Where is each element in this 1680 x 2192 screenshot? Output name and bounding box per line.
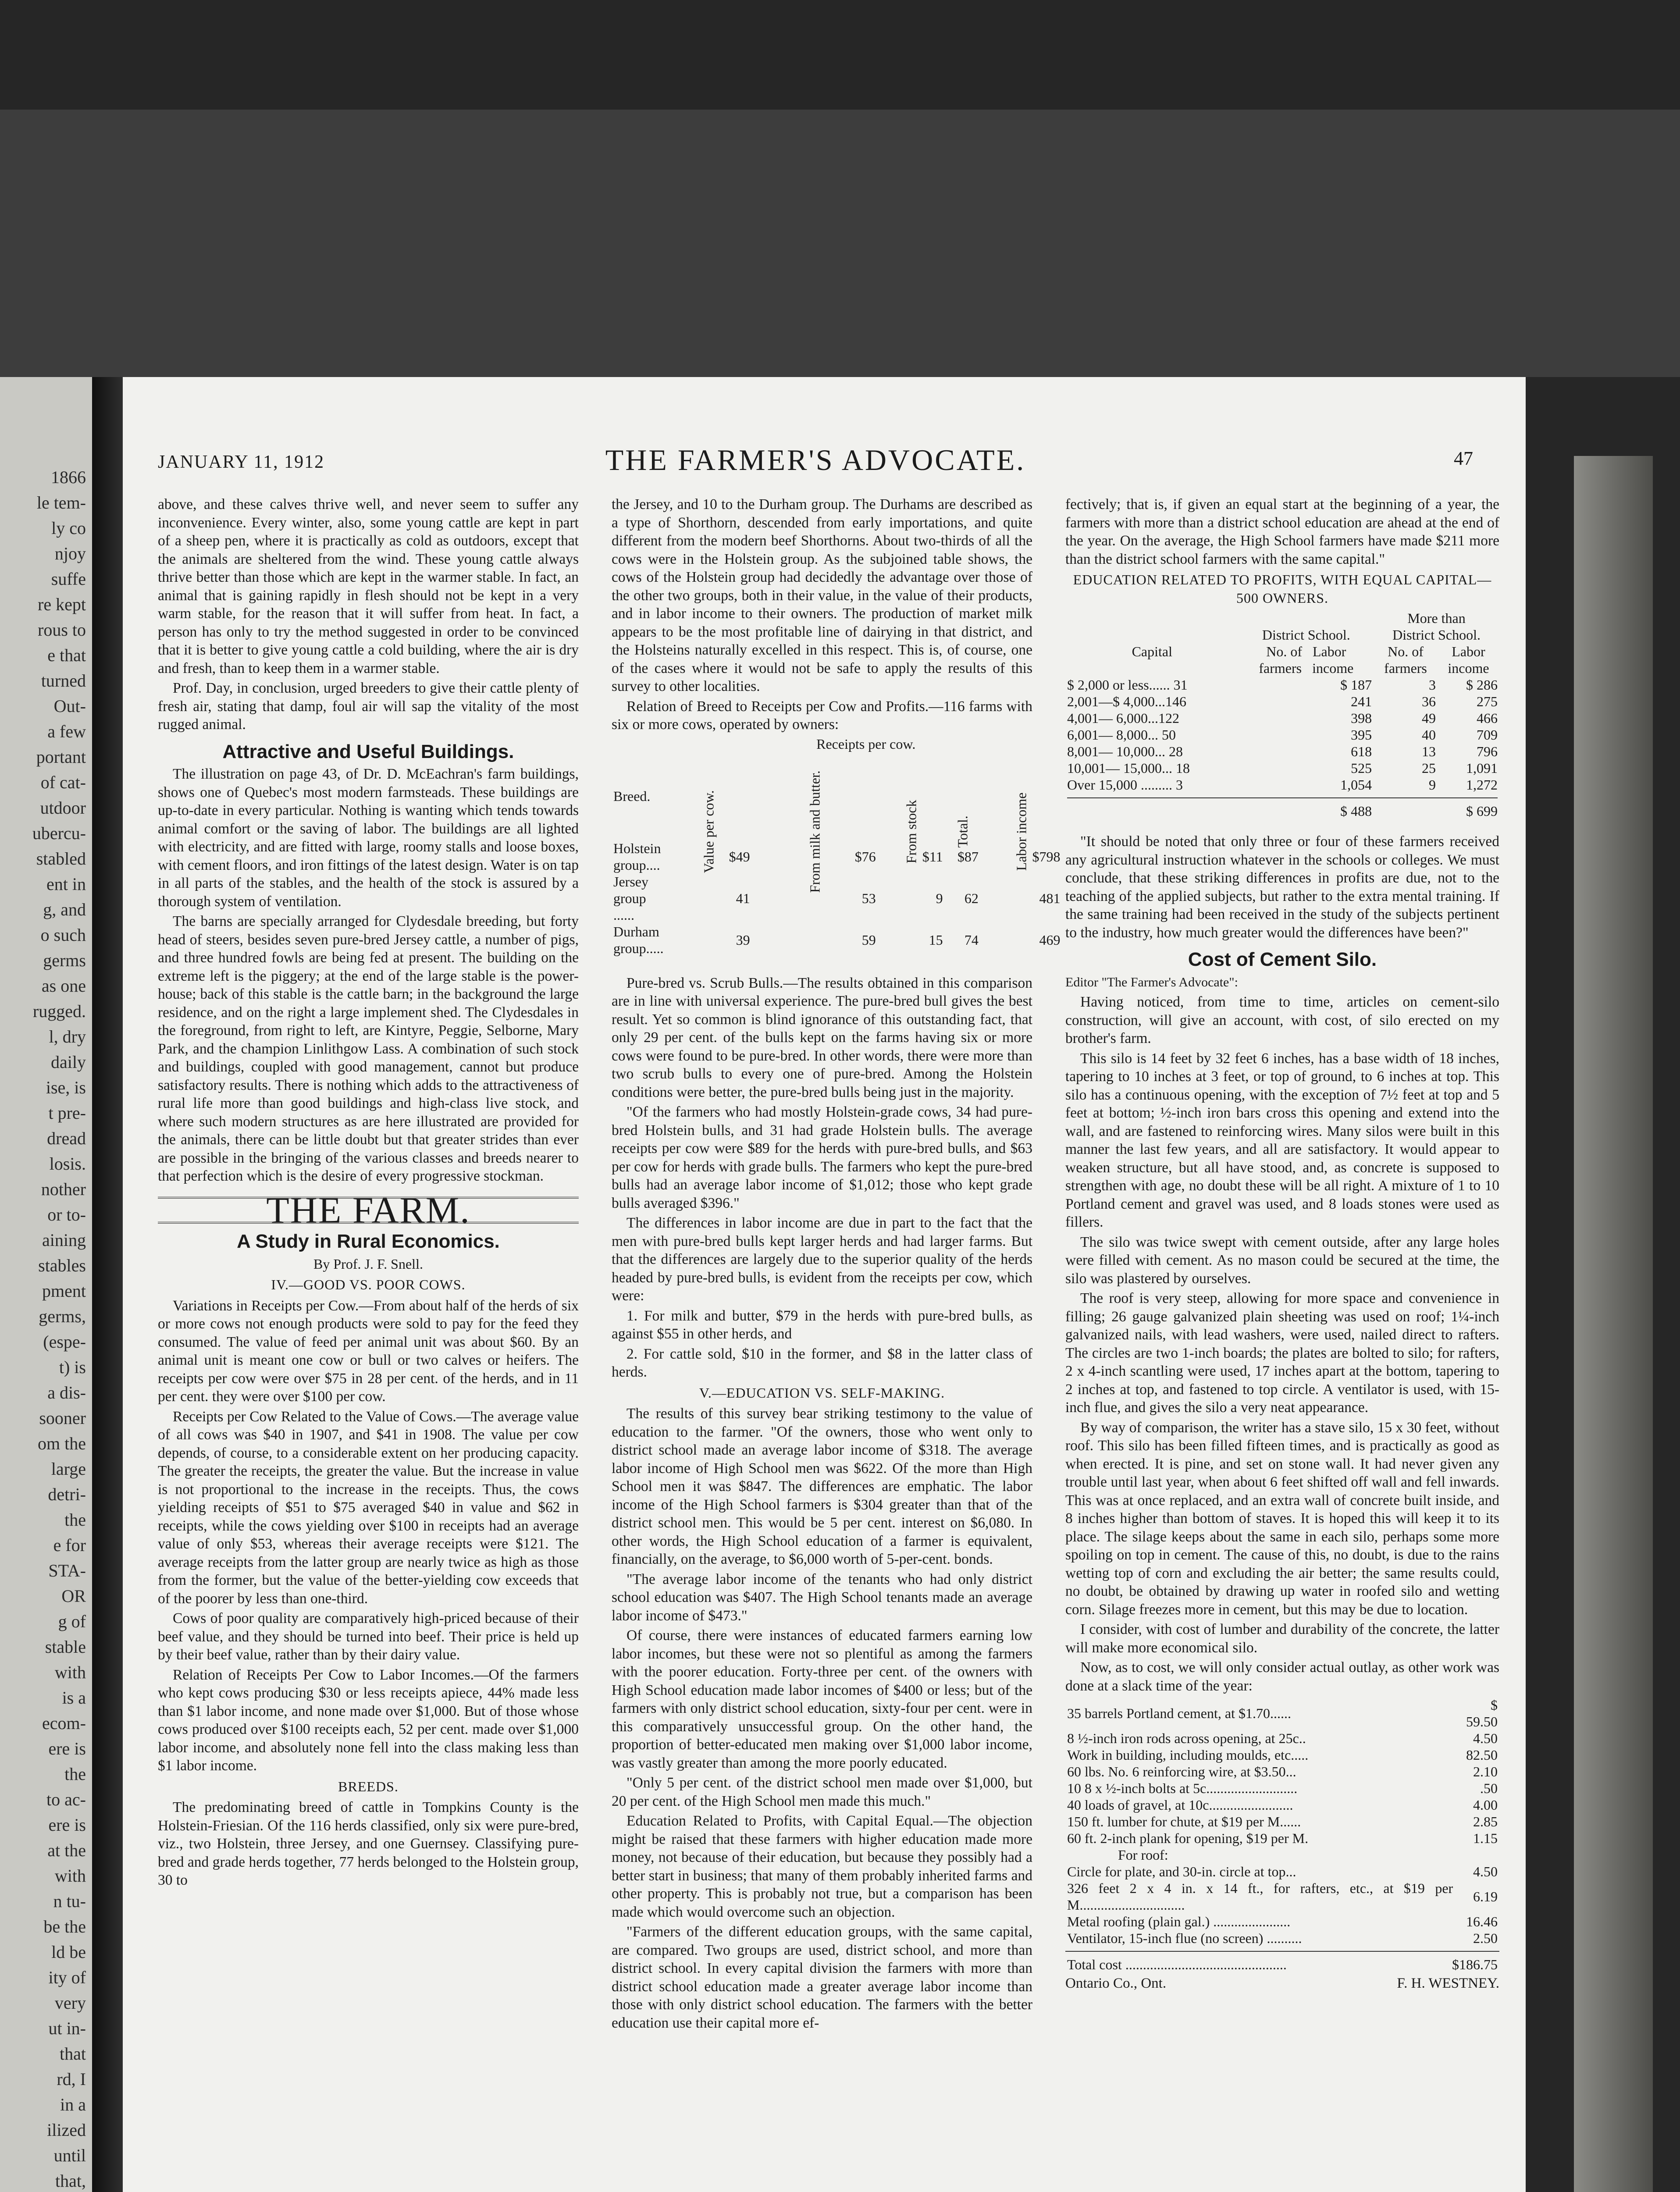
fragment-line: the <box>64 1764 86 1784</box>
table-header: Labor income <box>1013 792 1029 871</box>
table-cell: 4,001— 6,000...122 <box>1067 710 1179 726</box>
table-header: farmers <box>1384 660 1427 676</box>
table-cell: 9 <box>936 890 943 906</box>
article-heading-cement-silo: Cost of Cement Silo. <box>1188 949 1377 970</box>
fragment-line: to ac- <box>46 1790 86 1809</box>
fragment-line: aining <box>42 1230 86 1250</box>
cost-row <box>1065 1880 1499 1913</box>
table-row <box>1065 726 1499 743</box>
paragraph: Having noticed, from time to time, articles on cement-silo construction, will give an account, with cost, of silo erected on my brother's farm. <box>1065 994 1499 1046</box>
fragment-line: of cat- <box>40 772 86 792</box>
signature-block <box>1065 1975 1499 1993</box>
roof-cost-amount: 6.19 <box>1473 1889 1498 1904</box>
fragment-line: n tu- <box>53 1891 86 1911</box>
table-cell: $87 <box>957 848 979 865</box>
fragment-line: as one <box>41 976 86 996</box>
paragraph: I consider, with cost of lumber and durability of the concrete, the latter will make more economical silo. <box>1065 1621 1499 1656</box>
table-total: $ 488 <box>1340 803 1372 819</box>
cost-row <box>1065 1763 1499 1780</box>
next-page-edge <box>1574 456 1653 2192</box>
paragraph: Relation of Breed to Receipts per Cow and Profits.—116 farms with six or more cows, operated by owners: <box>612 698 1032 733</box>
table-cell: 39 <box>736 932 750 948</box>
fragment-line: l, dry <box>49 1027 86 1046</box>
cost-item: 10 8 x ½-inch bolts at 5c.......................... <box>1067 1780 1298 1796</box>
fragment-line: ubercu- <box>32 823 86 843</box>
table-header: District School. <box>1392 627 1481 643</box>
fragment-line: ity of <box>48 1968 86 1987</box>
fragment-line: pment <box>42 1281 86 1301</box>
paragraph: Education Related to Profits, with Capital Equal.—The objection might be raised that these farmers with higher education made more money, not because of their education, but because they possibly had a better start in business; that many of them probably inherited farms and other property. This is probably not true, but a comparison has been made which would overcome such an objection. <box>612 1813 1032 1920</box>
fragment-line: o such <box>40 925 86 945</box>
table-row <box>1065 676 1499 693</box>
fragment-line: stables <box>38 1256 86 1275</box>
fragment-line: losis. <box>49 1154 86 1174</box>
roof-cost-amount: 16.46 <box>1466 1914 1498 1929</box>
table-cell: 62 <box>964 890 979 906</box>
cost-item: 35 barrels Portland cement, at $1.70...... <box>1067 1705 1291 1721</box>
fragment-line: that <box>60 2044 86 2064</box>
table-header: income <box>1448 660 1489 676</box>
table-cell: $49 <box>729 848 750 865</box>
cost-row <box>1065 1913 1499 1930</box>
table-header: From milk and butter. <box>807 770 823 893</box>
table-cell: 796 <box>1477 744 1498 759</box>
fragment-line: ere is <box>48 1815 86 1835</box>
paragraph: The differences in labor income are due in part to the fact that the men with pure-bred bulls kept larger herds and had larger farms. But that the differences are largely due to the superior quality of the herds headed by pure-bred bulls, is evident from the receipts per cow, which were: <box>612 1215 1032 1304</box>
fragment-line: detri- <box>48 1484 86 1504</box>
fragment-line: nother <box>41 1179 86 1199</box>
table-cell: $ 2,000 or less...... 31 <box>1067 677 1188 693</box>
paragraph: The silo was twice swept with cement outside, after any large holes were filled with cement. As no mason could be secured at the time, the silo was plastered by ourselves. <box>1065 1234 1499 1287</box>
table-row <box>1065 776 1499 793</box>
cost-amount: 1.15 <box>1473 1830 1498 1846</box>
paragraph: The results of this survey bear striking testimony to the value of education to the farmer. "Of the owners, those who went only to district school made an average labor income of $318. The average labor income of High School men was $622. Of the more than High School men it was $847. The differences are emphatic. The labor income of the High School farmers is $304 greater than that of the district school men. This would be 5 per cent. interest on $6,080. In other words, the High School education of a farmer is equivalent, financially, on the average, to $6,000 worth of 5-per-cent. bonds. <box>612 1406 1032 1567</box>
cost-item: 40 loads of gravel, at 10c........................ <box>1067 1797 1293 1813</box>
table-cell: 6,001— 8,000... 50 <box>1067 727 1176 743</box>
newspaper-page <box>123 377 1526 2192</box>
table-cell: 466 <box>1477 710 1498 726</box>
table-cell: 15 <box>929 932 943 948</box>
cost-amount: 82.50 <box>1466 1747 1498 1763</box>
byline: By Prof. J. F. Snell. <box>313 1256 423 1272</box>
table-cell: 275 <box>1477 694 1498 709</box>
table-header: No. of <box>1388 644 1424 659</box>
table-cell: 41 <box>736 890 750 906</box>
paragraph: The barns are specially arranged for Clydesdale breeding, but forty head of steers, besides seven pure-bred Jersey cattle, a number of pigs, and three hundred fowls are being fed at present. The building on the extreme left is the piggery; at the end of the large stable is the power-house; back of this stable is the cattle barn; in the background the large residence, and on the right a large implement shed. The Clydesdales in the foreground, from right to left, are Kintyre, Peggie, Selborne, Mary Park, and the champion Linlithgow Lass. A combination of such stock and buildings, coupled with good management, cannot but produce satisfactory results. There is nothing which adds to the attractiveness of rural life more than good buildings and high-class live stock, and where such modern structures as are here illustrated are provided for the animals, there can be little doubt but that greater strides than ever are possible in the bringing of the various classes and breeds nearer to that perfection which is the desire of every progressive stockman. <box>158 913 579 1184</box>
table-cell: 241 <box>1351 694 1372 709</box>
fragment-line: with <box>54 1866 86 1886</box>
fragment-line: rugged. <box>32 1001 86 1021</box>
total-label: Total cost .............................................. <box>1067 1957 1287 1972</box>
column-2 <box>612 495 1061 2034</box>
subheading: BREEDS. <box>338 1778 399 1794</box>
page-header <box>158 443 1473 478</box>
fragment-line: be the <box>43 1917 86 1936</box>
table-header: District School. <box>1262 627 1350 643</box>
table-header: No. of <box>1266 644 1302 659</box>
fragment-line: utdoor <box>40 798 86 818</box>
fragment-line: (espe- <box>43 1332 86 1352</box>
fragment-line: suffe <box>51 569 86 589</box>
cost-item: 60 lbs. No. 6 reinforcing wire, at $3.50... <box>1067 1764 1296 1779</box>
table-cell: 13 <box>1421 744 1436 759</box>
fragment-line: until <box>53 2146 86 2165</box>
fragment-line: ent in <box>46 874 86 894</box>
paragraph: Pure-bred vs. Scrub Bulls.—The results obtained in this comparison are in line with universal experience. The pure-bred bull gives the best result. Yet so common is blind ignorance of this outstanding fact, that only 29 per cent. of the bulls kept on the farms having six or more cows were found to be pure-bred. In other words, there were more than two scrub bulls to every one of pure-bred. Among the Holstein conditions were better, the pure-bred bulls being just in the majority. <box>612 975 1032 1100</box>
table-row <box>1065 743 1499 760</box>
fragment-line: e for <box>53 1535 86 1555</box>
fragment-line: OR <box>61 1586 86 1606</box>
paragraph: The roof is very steep, allowing for more space and convenience in filling; 26 gauge galvanized plain sheeting was used on roof; 1¼-inch galvanized nails, with lead washers, were used, nailed direct to rafters. The circles are two 1-inch boards; the plates are bolted to silo; for rafters, 2 x 4-inch scantling were used, 17 inches apart at the bottom, tapering to 2 inches at top, and fastened to top circle. A ventilator is used, with 15-inch flue, and gives the silo a very neat appearance. <box>1065 1290 1499 1416</box>
table-total: $ 699 <box>1466 803 1498 819</box>
fragment-line: at the <box>47 1840 86 1860</box>
cost-amount: 4.50 <box>1473 1730 1498 1746</box>
paragraph: Receipts per Cow Related to the Value of Cows.—The average value of all cows was $40 in 1907, and $41 in 1908. The value per cow depends, of course, to a considerable extent on her producing capacity. The greater the receipts, the greater the value. But the increase in value is not proportional to the increase in the receipts. Thus, the cows yielding receipts of $51 to $75 averaged $40 in value and $62 in receipts, while the cows yielding over $100 in receipts had an average value of only $53, whereas their average receipts were $121. The average receipts from the latter group are nearly twice as high as those from the former, but the value of the better-yielding cow exceeds that of the poorer by less than one-third. <box>158 1408 579 1607</box>
for-roof-label: For roof: <box>1118 1847 1168 1863</box>
education-profits-table <box>1065 610 1499 819</box>
roof-cost-amount: 2.50 <box>1473 1930 1498 1946</box>
fragment-line: e that <box>47 645 86 665</box>
column-3 <box>1065 495 1499 1993</box>
roof-cost-item: 326 feet 2 x 4 in. x 14 ft., for rafters, etc., at $19 per M.............................. <box>1067 1880 1453 1913</box>
roof-cost-item: Ventilator, 15-inch flue (no screen) .......... <box>1067 1930 1302 1946</box>
fragment-line: a dis- <box>47 1383 86 1402</box>
table-cell: 10,001— 15,000... 18 <box>1067 760 1190 776</box>
table-cell: 618 <box>1351 744 1372 759</box>
fragment-line: or to- <box>47 1205 86 1224</box>
fragment-line: daily <box>51 1052 86 1072</box>
table-header: Labor <box>1452 644 1485 659</box>
cost-amount: 4.00 <box>1473 1797 1498 1813</box>
cost-amount: 2.85 <box>1473 1814 1498 1829</box>
column-1 <box>158 495 579 1891</box>
paragraph: The predominating breed of cattle in Tompkins County is the Holstein-Friesian. Of the 116 herds classified, only six were pure-bred, viz., two Holstein, three Jersey, and one Guernsey. Classifying pure-bred and grade herds together, 77 herds belonged to the Holstein group, 30 to <box>158 1799 579 1888</box>
table-header: income <box>1312 660 1354 676</box>
fragment-line: very <box>54 1993 86 2013</box>
table-header: From stock <box>903 800 919 863</box>
fragment-line: portant <box>36 747 86 767</box>
table-cell: 36 <box>1421 694 1436 709</box>
table-cell: $11 <box>922 848 943 865</box>
fragment-line: sooner <box>39 1408 86 1428</box>
place: Ontario Co., Ont. <box>1065 1975 1167 1991</box>
table-cell: 481 <box>1039 890 1061 906</box>
roof-cost-amount: 4.50 <box>1473 1864 1498 1879</box>
table-cell: 1,272 <box>1466 777 1498 793</box>
article-heading-rural-economics: A Study in Rural Economics. <box>237 1231 500 1252</box>
roof-cost-item: Metal roofing (plain gal.) ...................... <box>1067 1914 1291 1929</box>
paragraph: 2. For cattle sold, $10 in the former, and $8 in the latter class of herds. <box>612 1345 1032 1380</box>
paragraph: The illustration on page 43, of Dr. D. McEachran's farm buildings, shows one of Quebec's most modern farmsteads. These buildings are up-to-date in every particular. Nothing is wanting which tends towards animal comfort or the saving of labor. The buildings are all lighted with electricity, and are fitted with large, roomy stalls and loose boxes, with cement floors, and iron fittings of the latest design. Water is on tap in all parts of the stables, and the health of the stock is assured by a thorough system of ventilation. <box>158 766 579 910</box>
paragraph: Cows of poor quality are comparatively high-priced because of their beef value, and they should be turned into beef. Their price is held up by their beef value, rather than by their dairy value. <box>158 1610 579 1663</box>
masthead: THE FARMER'S ADVOCATE. <box>605 443 1026 477</box>
fragment-line: ld be <box>51 1942 86 1962</box>
table-cell: 469 <box>1039 932 1061 948</box>
table-cell: Holstein group.... <box>613 840 661 873</box>
table-cell: 59 <box>861 932 876 948</box>
table-cell: 1,091 <box>1466 760 1498 776</box>
total-amount: $186.75 <box>1452 1957 1498 1972</box>
table-header: Capital <box>1132 644 1172 659</box>
table-cell: 525 <box>1351 760 1372 776</box>
table-header: Labor <box>1313 644 1346 659</box>
fragment-line: g, and <box>43 900 86 919</box>
subheading: IV.—GOOD VS. POOR COWS. <box>271 1277 466 1292</box>
table-header: Total. <box>954 815 971 848</box>
fragment-line: ere is <box>48 1739 86 1758</box>
table-cell: 25 <box>1421 760 1436 776</box>
cost-amount: .50 <box>1480 1780 1498 1796</box>
table-cell: 1,054 <box>1340 777 1372 793</box>
paragraph: By way of comparison, the writer has a stave silo, 15 x 30 feet, without roof. This silo has been filled fifteen times, and is practically as good as when erected. It is pine, and set on stone wall. It had never given any trouble until last year, when about 6 feet shifted off wall and fell inwards. This was at once replaced, and an extra wall of concrete built inside, and 8 inches higher than bottom of staves. It is hoped this will keep it to its place. The silage keeps about the same in each silo, perhaps some more spoiling on top in cement. The cause of this, no doubt, is due to the rains wetting top of corn and excluding the air better; the same results could, no doubt, be obtained by drawing up water in roofed silo and wetting corn. Silage freezes more in cement, but this may be due to location. <box>1065 1419 1499 1618</box>
table-cell: 8,001— 10,000... 28 <box>1067 744 1183 759</box>
paragraph: above, and these calves thrive well, and never seem to suffer any inconvenience. Every winter, also, some young cattle are kept in part of a sheep pen, where it is practically as cold as outdoors, except that the animals are sheltered from the wind. These young cattle always thrive better than those which are kept in the warmer stable. In fact, an animal that is gaining rapidly in flesh should not be kept in a very warm stable, for the reason that it will suffer from heat. In fact, a person has only to try the method suggested in order to be convinced that it is better to give young cattle a cold building, where the air is dry and fresh, than to keep them in a warmer stable. <box>158 496 579 676</box>
table-row <box>612 873 1062 923</box>
table-cell: Over 15,000 ......... 3 <box>1067 777 1183 793</box>
table-cell: 395 <box>1351 727 1372 743</box>
paragraph: the Jersey, and 10 to the Durham group. The Durhams are described as a type of Shorthorn, descended from early importations, and quite different from the modern beef Shorthorns. About two-thirds of all the cows were in the Holstein group. As the subjoined table shows, the cows of the Holstein group had decidedly the advantage over those of the other two groups, both in their value, in the value of their products, and in labor income to their owners. The production of market milk appears to be the most profitable line of dairying in that district, and the Holsteins naturally excelled in this respect. This is, of course, one of the cases where it would not be safe to apply the results of this survey to other localities. <box>612 496 1032 694</box>
table-row <box>612 840 1062 873</box>
fragment-line: ise, is <box>46 1078 86 1097</box>
cost-row <box>1065 1797 1499 1813</box>
paragraph: 1. For milk and butter, $79 in the herds with pure-bred bulls, as against $55 in other herds, and <box>612 1307 1032 1342</box>
table-header: Breed. <box>613 788 651 804</box>
cost-row <box>1065 1830 1499 1847</box>
fragment-line: ilized <box>47 2120 86 2140</box>
fragment-line: rous to <box>38 620 86 640</box>
cost-row <box>1065 1730 1499 1747</box>
fragment-line: turned <box>41 671 86 690</box>
table-cell: $76 <box>854 848 876 865</box>
paragraph: "It should be noted that only three or four of these farmers received any agricultural instruction whatever in the schools or colleges. We must conclude, that these striking differences in profits are due, not to the teaching of the applied subjects, but rather to the extra mental training. If the same training had been received in the study of the subjects pertinent to the industry, how much greater would the differences have been?" <box>1065 833 1499 941</box>
table-cell: Durham group..... <box>613 923 664 956</box>
page-number: 47 <box>1454 448 1473 469</box>
fragment-line: t) is <box>59 1357 86 1377</box>
paragraph: Now, as to cost, we will only consider actual outlay, as other work was done at a slack time of the year: <box>1065 1659 1499 1694</box>
subheading: V.—EDUCATION VS. SELF-MAKING. <box>699 1384 945 1401</box>
cost-row <box>1065 1780 1499 1797</box>
table-cell: 40 <box>1421 727 1436 743</box>
fragment-line: dread <box>47 1128 86 1148</box>
table-cell: $ 187 <box>1340 677 1372 693</box>
table-header: Value per cow. <box>701 790 717 873</box>
fragment-year: 1866 <box>51 467 86 487</box>
table-cell: $798 <box>1032 848 1061 865</box>
fragment-line: om the <box>38 1434 86 1453</box>
table-row <box>1065 710 1499 726</box>
fragment-line: the <box>64 1510 86 1530</box>
table-cell: 49 <box>1421 710 1436 726</box>
article-heading-buildings: Attractive and Useful Buildings. <box>222 740 514 762</box>
fragment-line: njoy <box>54 544 86 563</box>
cost-amount: $ 59.50 <box>1466 1697 1498 1729</box>
table-group-header: Receipts per cow. <box>816 736 916 752</box>
paragraph: Of course, there were instances of educated farmers earning low labor incomes, but these were not so plentiful as among the farmers with the poorer education. Forty-three per cent. of the owners with High School education made labor incomes of $400 or less; but of the farmers with only district school education, sixty-four per cent. were in this comparatively unsuccessful group. On the other hand, the proportion of better-educated men making over $1,000 labor income, was vastly greater than among the more poorly educated. <box>612 1627 1032 1771</box>
table-cell: 9 <box>1428 777 1436 793</box>
fragment-line: Out- <box>53 696 86 716</box>
fragment-line: ly co <box>51 518 86 538</box>
table-cell: 53 <box>861 890 876 906</box>
cost-row <box>1065 1863 1499 1880</box>
paragraph: Relation of Receipts Per Cow to Labor Incomes.—Of the farmers who kept cows producing $30 or less receipts apiece, 44% made less than $1 labor income, and none made over $1,000. But of those whose cows produced over $100 receipts each, 52 per cent. made over $1,000 labor income, and absolutely none fell into the class making less than $1 labor income. <box>158 1666 579 1774</box>
table-cell: 398 <box>1351 710 1372 726</box>
fragment-line: le tem- <box>36 493 86 512</box>
editor-line: Editor "The Farmer's Advocate": <box>1065 975 1238 989</box>
fragment-line: germs <box>43 950 86 970</box>
table-title: EDUCATION RELATED TO PROFITS, WITH EQUAL CAPITAL—500 OWNERS. <box>1073 572 1492 606</box>
issue-date: JANUARY 11, 1912 <box>158 452 325 472</box>
fragment-line: STA- <box>48 1561 86 1580</box>
table-header: farmers <box>1259 660 1302 676</box>
roof-cost-item: Circle for plate, and 30-in. circle at top... <box>1067 1864 1296 1879</box>
cost-item: 60 ft. 2-inch plank for opening, $19 per M. <box>1067 1830 1309 1846</box>
paragraph: Variations in Receipts per Cow.—From about half of the herds of six or more cows not enough products were sold to pay for the feed they consumed. The value of feed per animal unit was about $60. By an animal unit is meant one cow or bull or two calves or heifers. The receipts per cow were over $75 in 28 per cent. of the herds, and in 11 per cent. they were over $100 per cow. <box>158 1297 579 1405</box>
paragraph: "Farmers of the different education groups, with the same capital, are compared. Two groups are used, district school, and more than district school. In every capital division the farmers with more than district school education made a greater average labor income than those with only district school education. The farmers with the better education use their capital more ef- <box>612 1924 1032 2031</box>
breed-receipts-table <box>612 736 1062 957</box>
table-cell: 2,001—$ 4,000...146 <box>1067 694 1186 709</box>
cost-row <box>1065 1813 1499 1830</box>
table-header: More than <box>1407 610 1466 626</box>
cost-item: Work in building, including moulds, etc..... <box>1067 1747 1309 1763</box>
fragment-line: ut in- <box>48 2018 86 2038</box>
adjacent-page-fragment <box>0 377 92 2192</box>
fragment-line: ecom- <box>42 1713 86 1733</box>
fragment-line: germs, <box>39 1306 86 1326</box>
section-heading-the-farm: THE FARM. <box>158 1197 579 1224</box>
paragraph: fectively; that is, if given an equal start at the beginning of a year, the farmers with more than a district school education are ahead at the end of the year. On the average, the High School farmers have made $211 more than the district school farmers with the same capital." <box>1065 496 1499 567</box>
cost-amount: 2.10 <box>1473 1764 1498 1779</box>
paragraph: "Of the farmers who had mostly Holstein-grade cows, 34 had pure-bred Holstein bulls, and 31 had grade Holstein bulls. The average receipts per cow were $89 for the herds with pure-bred bulls, and $63 per cow for herds with grade bulls. The farmers who kept the pure-bred bulls had an average labor income of $1,012; those who kept grade bulls averaged $396." <box>612 1104 1032 1211</box>
paragraph: "Only 5 per cent. of the district school men made over $1,000, but 20 per cent. of the High School men made this much." <box>612 1775 1032 1809</box>
fragment-line: a few <box>47 722 86 741</box>
silo-total <box>1065 1956 1499 1973</box>
scan-background-top <box>0 0 1680 110</box>
fragment-line: in a <box>60 2095 86 2114</box>
fragment-line: g of <box>58 1612 86 1631</box>
fragment-line: t pre- <box>48 1103 86 1123</box>
paragraph: "The average labor income of the tenants who had only district school education was $407. The High School tenants made an average labor income of $473." <box>612 1571 1032 1624</box>
fragment-line: that, <box>55 2171 86 2191</box>
table-row <box>1065 760 1499 776</box>
table-cell: 74 <box>964 932 979 948</box>
paragraph: Prof. Day, in conclusion, urged breeders to give their cattle plenty of fresh air, stating that damp, foul air will sap the vitality of the most rugged animal. <box>158 680 579 733</box>
table-cell: 709 <box>1477 727 1498 743</box>
cost-item: 8 ½-inch iron rods across opening, at 25c.. <box>1067 1730 1306 1746</box>
signature: F. H. WESTNEY. <box>1397 1975 1499 1991</box>
cost-item: 150 ft. lumber for chute, at $19 per M...... <box>1067 1814 1301 1829</box>
silo-cost-table <box>1065 1697 1499 1946</box>
cost-row <box>1065 1747 1499 1763</box>
table-row <box>612 923 1062 957</box>
table-cell: Jersey group ...... <box>613 873 648 923</box>
cost-row <box>1065 1930 1499 1946</box>
fragment-line: with <box>54 1662 86 1682</box>
fragment-line: stable <box>45 1637 86 1657</box>
paragraph: This silo is 14 feet by 32 feet 6 inches, has a base width of 18 inches, tapering to 10 inches at 3 feet, or top of ground, to 6 inches at top. This silo has a continuous opening, with the exception of 7½ feet at top and 5 feet at bottom; ½-inch iron bars cross this opening and extend into the wall, and are fastened to reinforcing wires. Many silos were built in this manner the last few years, and all are satisfactory. It would appear to weaken structure, but all have stood, and, as concrete is supposed to strengthen with age, no doubt these will be all right. A mixture of 1 to 10 Portland cement and gravel was used, and 8 loads stones were used as fillers. <box>1065 1050 1499 1230</box>
fragment-line: re kept <box>38 594 86 614</box>
cost-row <box>1065 1697 1499 1730</box>
fragment-line: stabled <box>36 849 86 868</box>
gutter-shadow <box>92 377 123 2192</box>
table-cell: 3 <box>1428 677 1436 693</box>
table-cell: $ 286 <box>1466 677 1498 693</box>
fragment-line: is a <box>62 1688 86 1708</box>
fragment-line: rd, I <box>57 2069 86 2089</box>
table-row <box>1065 693 1499 710</box>
fragment-line: large <box>51 1459 86 1479</box>
